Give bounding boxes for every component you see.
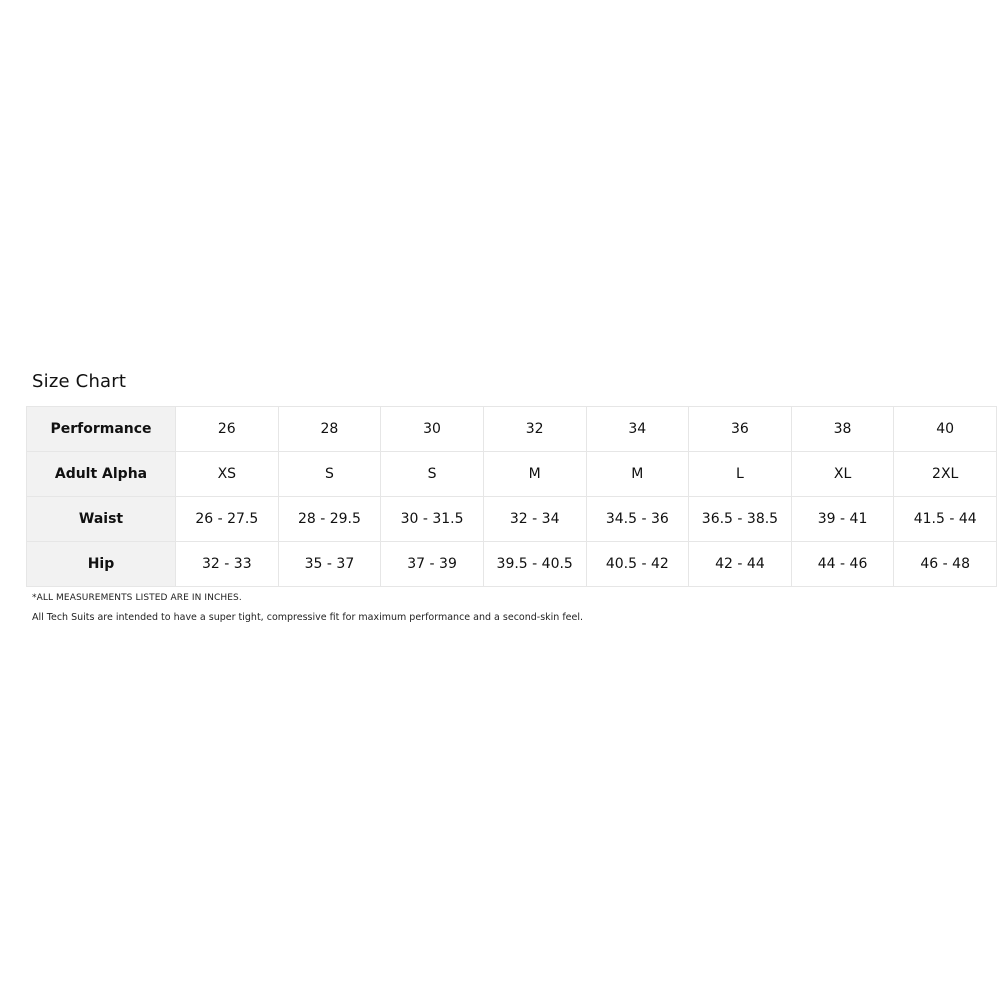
- table-row-adult-alpha: [27, 452, 997, 497]
- table-cell: M: [483, 452, 586, 497]
- table-cell: 32 - 33: [176, 542, 279, 587]
- table-cell: 28: [278, 407, 381, 452]
- row-header-adult-alpha: Adult Alpha: [27, 452, 176, 497]
- table-cell: 36: [689, 407, 792, 452]
- table-cell: 34.5 - 36: [586, 497, 689, 542]
- row-header-hip: Hip: [27, 542, 176, 587]
- table-row-hip: [27, 542, 997, 587]
- table-cell: 32 - 34: [483, 497, 586, 542]
- table-cell: 39.5 - 40.5: [483, 542, 586, 587]
- table-cell: 30 - 31.5: [381, 497, 484, 542]
- row-header-performance: Performance: [27, 407, 176, 452]
- table-cell: 26: [176, 407, 279, 452]
- table-row-waist: [27, 497, 997, 542]
- table-cell: 32: [483, 407, 586, 452]
- table-cell: 41.5 - 44: [894, 497, 997, 542]
- table-cell: 35 - 37: [278, 542, 381, 587]
- table-cell: S: [278, 452, 381, 497]
- table-cell: 36.5 - 38.5: [689, 497, 792, 542]
- table-cell: 40.5 - 42: [586, 542, 689, 587]
- row-header-waist: Waist: [27, 497, 176, 542]
- table-cell: 37 - 39: [381, 542, 484, 587]
- table-cell: 26 - 27.5: [176, 497, 279, 542]
- table-cell: 39 - 41: [791, 497, 894, 542]
- table-cell: 44 - 46: [791, 542, 894, 587]
- table-cell: 42 - 44: [689, 542, 792, 587]
- table-cell: 30: [381, 407, 484, 452]
- table-cell: 40: [894, 407, 997, 452]
- measurement-unit-note: *ALL MEASUREMENTS LISTED ARE IN INCHES.: [32, 593, 242, 603]
- page-title: Size Chart: [32, 371, 127, 392]
- fit-note: All Tech Suits are intended to have a super tight, compressive fit for maximum performance and a second-skin feel.: [32, 612, 584, 623]
- table-cell: XL: [791, 452, 894, 497]
- table-cell: 28 - 29.5: [278, 497, 381, 542]
- table-cell: M: [586, 452, 689, 497]
- table-cell: 2XL: [894, 452, 997, 497]
- table-cell: XS: [176, 452, 279, 497]
- size-chart-table: [26, 406, 997, 587]
- table-cell: 38: [791, 407, 894, 452]
- table-row-performance: [27, 407, 997, 452]
- table-cell: L: [689, 452, 792, 497]
- table-cell: 34: [586, 407, 689, 452]
- table-cell: 46 - 48: [894, 542, 997, 587]
- table-cell: S: [381, 452, 484, 497]
